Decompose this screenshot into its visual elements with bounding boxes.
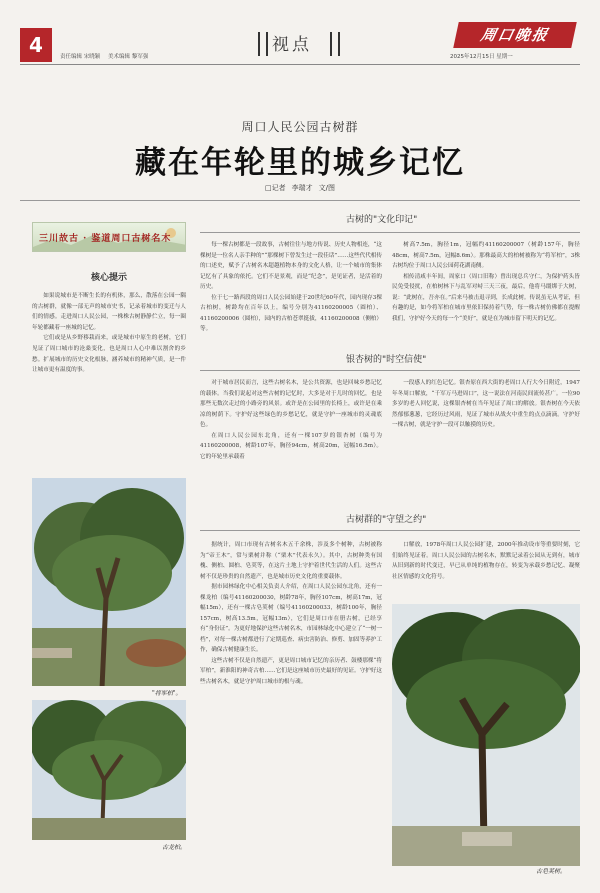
section-body-right [392,540,580,600]
editor-note [32,291,186,376]
banner-text: 三川故古 · 鉴道周口古树名木 [39,234,172,244]
article-byline [0,183,600,193]
editor-note-paragraph: 如果说城市是不断生长的有机体，那么，散落在公园一隅的古树群，就像一部无声的城市史书，记录着城市的变迁与人们的情感。走进周口人民公园，一株株古树静静伫立，每一圈年轮都藏着一座城的记忆。 [32,293,186,331]
editor-credit: 责任编辑 宋晓颖 [60,54,101,60]
section-divider-left [258,32,268,56]
paragraph: 据市园林绿化中心相关负责人介绍，在周口人民公园东北角，还有一棵龙柏（编号41160200030，树龄78年，胸径107cm，树高17m，冠幅15m），还有一棵古皂荚树（编号41160200033，树龄100年，胸径157cm，树高13.5m，冠幅13m），它们是周口市在册古树，已经享有“身份证”。为更好地保护这些古树名木，市园林绿化中心建立了“一树一档”，对每一棵古树都进行了定期巡查、病虫害防治、修剪、加固等养护工作，确保古树健康生长。 [200,584,382,653]
photo-caption: 古龙柏。 [162,844,187,851]
section-body-left [200,240,382,354]
masthead-logo: 周口晚报 [453,22,577,48]
page-header [0,0,600,80]
photo-dragon-cypress [32,700,186,840]
editor-credit: 美术编辑 黎军强 [108,54,149,60]
headline-rule [20,200,580,201]
article-headline: 藏在年轮里的城乡记忆 [135,145,465,181]
section-title-rule [200,232,580,233]
section-body-right [392,240,580,354]
page-number: 4 [20,28,52,62]
paragraph: 每一棵古树都是一段故事，古树往往与地方传说、历史人物相连，“这棵树是一位名人亲手种的”“那棵树下曾发生过一段佳话”……这些代代相传的口述史，赋予了古树名木超越植物本身的文化人格，让一个城市的集体记忆有了具象的依托。它们不是景观，而是“纪念”，是见证者，是活着的历史。 [200,242,382,290]
paragraph: 相传清咸丰年间，周家口（周口旧称）曾出现总兵守仁，为保护药头皆民免受侵扰，在柏树林下与乱军对峙三天三夜，最后，他将马缰绑于大树，说：“此树在，吾亦在。”后来马被击退寻到，长成此树。传说虽无从考证，但有趣的是，如今将军柏在城市里依旧保持着气势，每一株古树仿佛都在提醒我们，守护好今天的每一个“美好”，就是在为城市留下明天的记忆。 [392,273,580,322]
paragraph: 一段感人的红色记忆。银杏原在西大街的老周口人行大今日附近，1947年冬周口解放，“千军万马进周口”，这一说法在河南民间流传甚广。一位90多岁的老人回忆说，这棵银杏树在当年见证了周口的解放。银杏树在今天依然郁郁葱葱，它经历过风雨，见证了城市从战火中重生的点点滴滴。守护好一棵古树，就是守护一段可以触摸的历史。 [392,380,580,428]
photo-caption: 古皂荚树。 [536,868,567,875]
paragraph: 在周口人民公园东北角，还有一棵107岁的银杏树（编号为41160200008，树龄107年，胸径94cm，树高20m，冠幅16.5m）。它的年轮里承载着 [200,432,382,460]
section-title: 古树的"文化印记" [346,215,418,225]
paragraph: 对于城市居民而言，这些古树名木，是公共资源，也是回味乡愁记忆的载体。当我们说起对这些古树的记忆时，大多是对于儿时的回忆，也是那些无数次走过的小路旁的风景。或许是在公园里的长椅上，或许是在乘凉的树荫下。守护好这些绿色的乡愁记忆，就是守护一座城市的灵魂底色。 [200,380,382,428]
section-title-rule [200,530,580,531]
paragraph: 这些古树不仅是自然遗产，更是周口城市记忆的亲历者、鼓楼那棵“将军柏”，新淮阳的神奇古柏……它们是这座城市历史最好的见证。守护好这些古树名木，就是守护周口城市的根与魂。 [200,657,382,685]
byline-author: 李瑞才 [291,184,313,192]
section-title-rule [200,370,580,371]
byline-suffix: 文/图 [318,184,335,192]
section-body-right [392,378,580,496]
paragraph: 据统计，周口市现有古树名木五千余株，涉及多个树种，古树被称为“帝王木”，常与栗树并称（“栗木”代表永久）。其中，古树种类有国槐、侧柏、圆柏、皂荚等，在这片土地上守护着世代生活的人们。这些古树不仅是珍贵的自然遗产，也是城市历史文化的重要载体。 [200,542,382,580]
photo-caption: "将军柏"。 [152,690,182,697]
tree-photo-icon [32,478,186,686]
issue-date: 2025年12月15日 星期一 [450,54,513,60]
byline-label: □记者 [265,184,286,192]
header-rule [20,64,580,65]
section-body-left [200,540,382,875]
tree-photo-icon [392,604,580,866]
photo-honey-locust [392,604,580,866]
section-title: 银杏树的"时空信使" [346,355,427,365]
editor-credits [60,52,154,60]
editor-note-paragraph: 它们或是从乡野移栽而来，或是城市中原生的老树，它们见证了周口城市的沧桑变化，也是周口人心中难以割舍的乡愁。扩展城市的历史文化根脉，涵养城市的精神气质，是一件让城市更有温度的事。 [32,335,186,374]
section-name: 视点 [272,35,312,55]
editor-note-title: 核心提示 [90,273,127,283]
paragraph: 位于七一路西段的周口人民公园始建于20世纪60年代，园内现存3棵古柏树，树龄均在百年以上，编号分别为41160200005（圆柏）、41160200006（圆柏），园内的古柏苍翠挺拔，41160200008（侧柏）等。 [200,294,382,332]
photo-general-cypress [32,478,186,686]
section-body-left [200,378,382,496]
paragraph: 树高7.5m，胸径1m，冠幅约41160200007（树龄157年，胸径48cm，树高7.5m，冠幅8.6m）。那株最高大的柏树被称为“将军柏”，3株古树均位于周口人民公园荷花湖南侧。 [392,242,580,269]
section-title: 古树群的"守望之约" [346,515,427,525]
section-divider-right [330,32,340,56]
article-kicker: 周口人民公园古树群 [241,120,359,134]
tree-photo-icon [32,700,186,840]
paragraph: 口解放，1978年周口人民公园扩建，2000年推动设市等重要时刻，它们始终见证着。周口人民公园的古树名木，默默记录着公园从无到有，城市从旧到新的时代变迁，早已从单纯的植物存在，转变为承载乡愁记忆、凝聚社区情感的文化符号。 [392,542,580,580]
topic-banner [32,222,186,252]
